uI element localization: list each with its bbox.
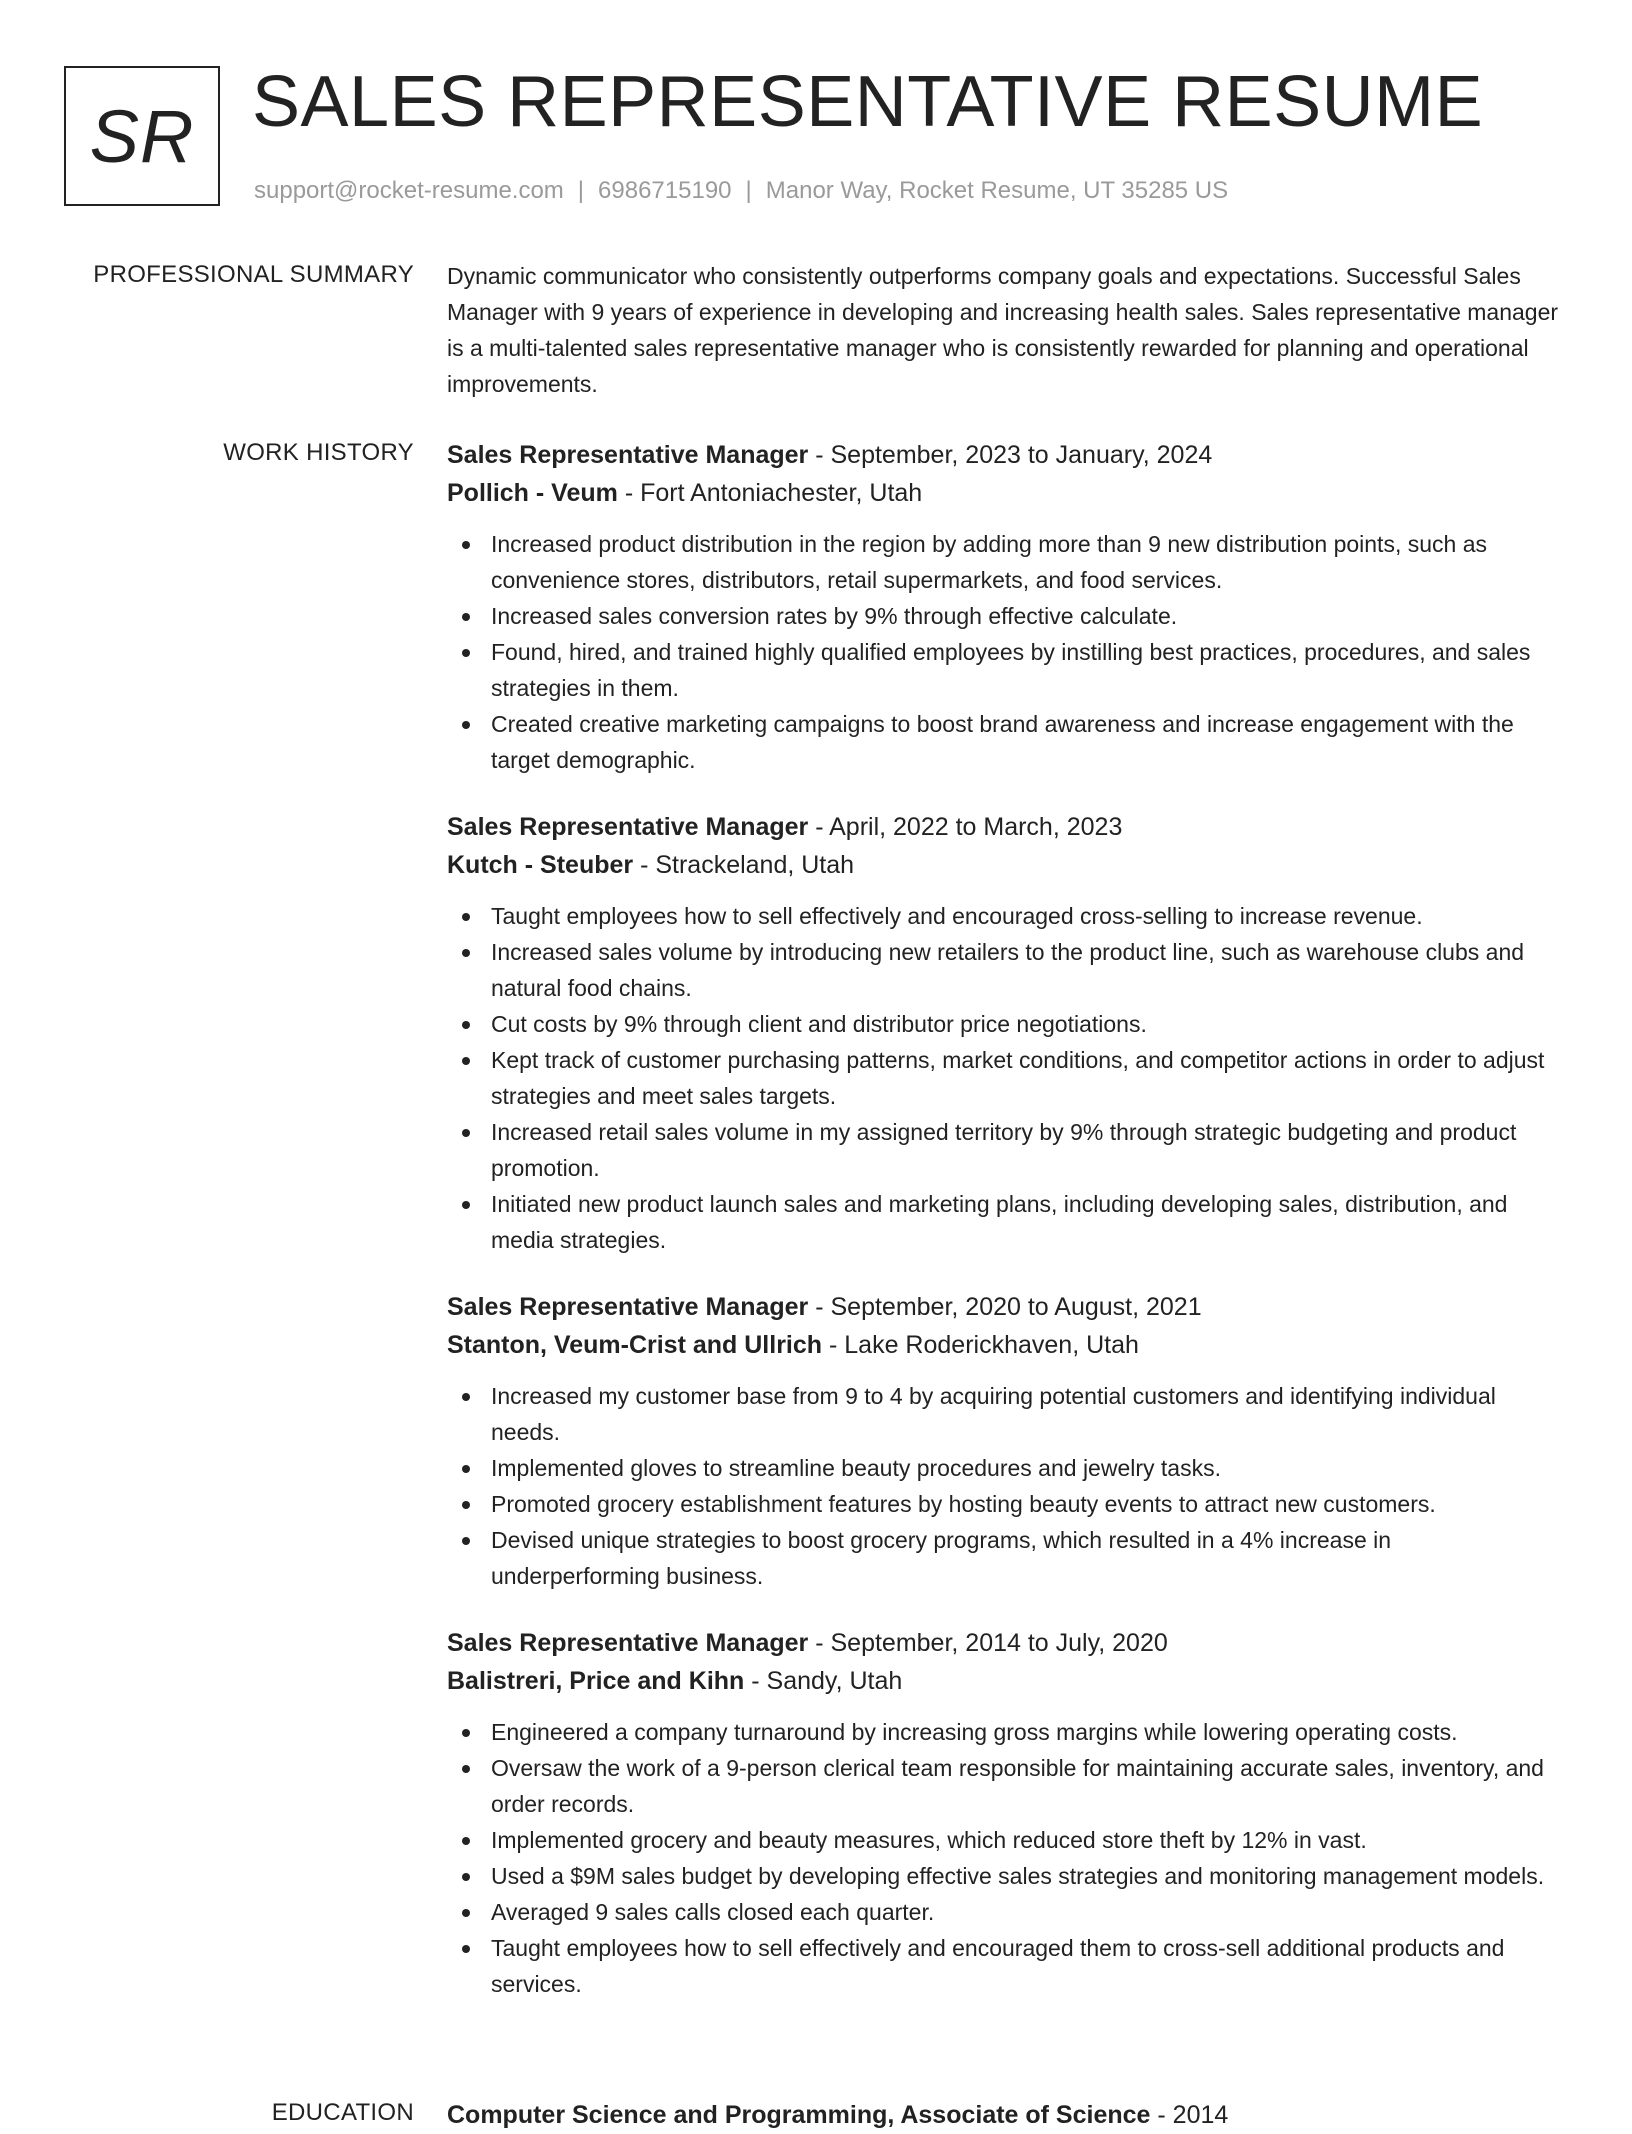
job-bullets xyxy=(447,526,1559,778)
education-year: - 2014 xyxy=(1150,2101,1229,2129)
job-bullet: Initiated new product launch sales and marketing plans, including developing sales, distribution, and media strategies. xyxy=(447,1186,1559,1258)
job-location: - Sandy, Utah xyxy=(744,1667,903,1695)
job-entry xyxy=(447,808,1559,1258)
job-location: - Strackeland, Utah xyxy=(633,851,855,879)
summary-text: Dynamic communicator who consistently outperforms company goals and expectations. Successful Sales Manager with 9 years of experience in developing and increasing health sales. Sales representative manager is a multi-talented sales representative manager who is consistently rewarded for planning and operational improvements. xyxy=(447,263,1559,397)
contact-email[interactable]: support@rocket-resume.com xyxy=(254,177,564,204)
contact-phone[interactable]: 6986715190 xyxy=(598,177,732,204)
job-dates: - April, 2022 to March, 2023 xyxy=(808,813,1123,841)
job-bullet: Devised unique strategies to boost grocery programs, which resulted in a 4% increase in underperforming business. xyxy=(447,1522,1559,1594)
job-bullet: Taught employees how to sell effectively and encouraged them to cross-sell additional products and services. xyxy=(447,1930,1559,2002)
education-degree: Computer Science and Programming, Associate of Science xyxy=(447,2101,1151,2129)
monogram-initials: SR xyxy=(89,94,195,178)
job-title: Sales Representative Manager xyxy=(447,1629,809,1657)
job-company-line xyxy=(447,1662,1559,1700)
job-bullet: Promoted grocery establishment features by hosting beauty events to attract new customers. xyxy=(447,1486,1559,1522)
monogram-logo xyxy=(64,66,220,206)
summary-label: PROFESSIONAL SUMMARY xyxy=(93,261,414,288)
job-dates: - September, 2020 to August, 2021 xyxy=(808,1293,1202,1321)
job-location: - Lake Roderickhaven, Utah xyxy=(822,1331,1139,1359)
job-entry xyxy=(447,436,1559,778)
job-title: Sales Representative Manager xyxy=(447,1293,809,1321)
job-bullet: Oversaw the work of a 9-person clerical team responsible for maintaining accurate sales, inventory, and order records. xyxy=(447,1750,1559,1822)
job-bullet: Increased sales volume by introducing new retailers to the product line, such as warehouse clubs and natural food chains. xyxy=(447,934,1559,1006)
work-history-body xyxy=(447,436,1559,2032)
job-company: Pollich - Veum xyxy=(447,479,618,507)
resume-title: SALES REPRESENTATIVE RESUME xyxy=(252,62,1484,142)
job-company: Stanton, Veum-Crist and Ullrich xyxy=(447,1331,823,1359)
job-bullets xyxy=(447,898,1559,1258)
job-dates: - September, 2014 to July, 2020 xyxy=(808,1629,1168,1657)
work-history-label: WORK HISTORY xyxy=(223,439,414,466)
job-bullet: Taught employees how to sell effectively and encouraged cross-selling to increase revenue. xyxy=(447,898,1559,934)
job-bullet: Cut costs by 9% through client and distributor price negotiations. xyxy=(447,1006,1559,1042)
job-bullets xyxy=(447,1378,1559,1594)
job-bullet: Averaged 9 sales calls closed each quarter. xyxy=(447,1894,1559,1930)
job-company-line xyxy=(447,846,1559,884)
job-bullet: Increased product distribution in the region by adding more than 9 new distribution points, such as convenience stores, distributors, retail supermarkets, and food services. xyxy=(447,526,1559,598)
job-title: Sales Representative Manager xyxy=(447,441,809,469)
job-title-line xyxy=(447,808,1559,846)
job-company-line xyxy=(447,474,1559,512)
job-title: Sales Representative Manager xyxy=(447,813,809,841)
education-line xyxy=(447,2096,1559,2134)
job-bullet: Increased sales conversion rates by 9% through effective calculate. xyxy=(447,598,1559,634)
job-title-line xyxy=(447,1288,1559,1326)
job-location: - Fort Antoniachester, Utah xyxy=(617,479,923,507)
job-bullet: Increased retail sales volume in my assigned territory by 9% through strategic budgeting and product promotion. xyxy=(447,1114,1559,1186)
job-entry xyxy=(447,1624,1559,2002)
contact-separator: | xyxy=(745,177,752,204)
job-dates: - September, 2023 to January, 2024 xyxy=(808,441,1213,469)
contact-info xyxy=(254,176,1228,206)
job-title-line xyxy=(447,1624,1559,1662)
job-bullet: Implemented gloves to streamline beauty procedures and jewelry tasks. xyxy=(447,1450,1559,1486)
job-entry xyxy=(447,1288,1559,1594)
job-bullets xyxy=(447,1714,1559,2002)
contact-separator: | xyxy=(577,177,585,204)
job-bullet: Found, hired, and trained highly qualified employees by instilling best practices, procedures, and sales strategies in them. xyxy=(447,634,1559,706)
contact-address: Manor Way, Rocket Resume, UT 35285 US xyxy=(765,177,1229,204)
job-company: Balistreri, Price and Kihn xyxy=(447,1667,745,1695)
job-bullet: Kept track of customer purchasing patterns, market conditions, and competitor actions in order to adjust strategies and meet sales targets. xyxy=(447,1042,1559,1114)
job-bullet: Engineered a company turnaround by increasing gross margins while lowering operating costs. xyxy=(447,1714,1559,1750)
job-bullet: Increased my customer base from 9 to 4 by acquiring potential customers and identifying individual needs. xyxy=(447,1378,1559,1450)
education-label: EDUCATION xyxy=(271,2099,414,2126)
job-company: Kutch - Steuber xyxy=(447,851,634,879)
job-bullet: Used a $9M sales budget by developing effective sales strategies and monitoring management models. xyxy=(447,1858,1559,1894)
job-company-line xyxy=(447,1326,1559,1364)
job-title-line xyxy=(447,436,1559,474)
job-bullet: Implemented grocery and beauty measures, which reduced store theft by 12% in vast. xyxy=(447,1822,1559,1858)
education-body xyxy=(447,2096,1559,2134)
summary-body xyxy=(447,258,1559,402)
job-bullet: Created creative marketing campaigns to boost brand awareness and increase engagement with the target demographic. xyxy=(447,706,1559,778)
